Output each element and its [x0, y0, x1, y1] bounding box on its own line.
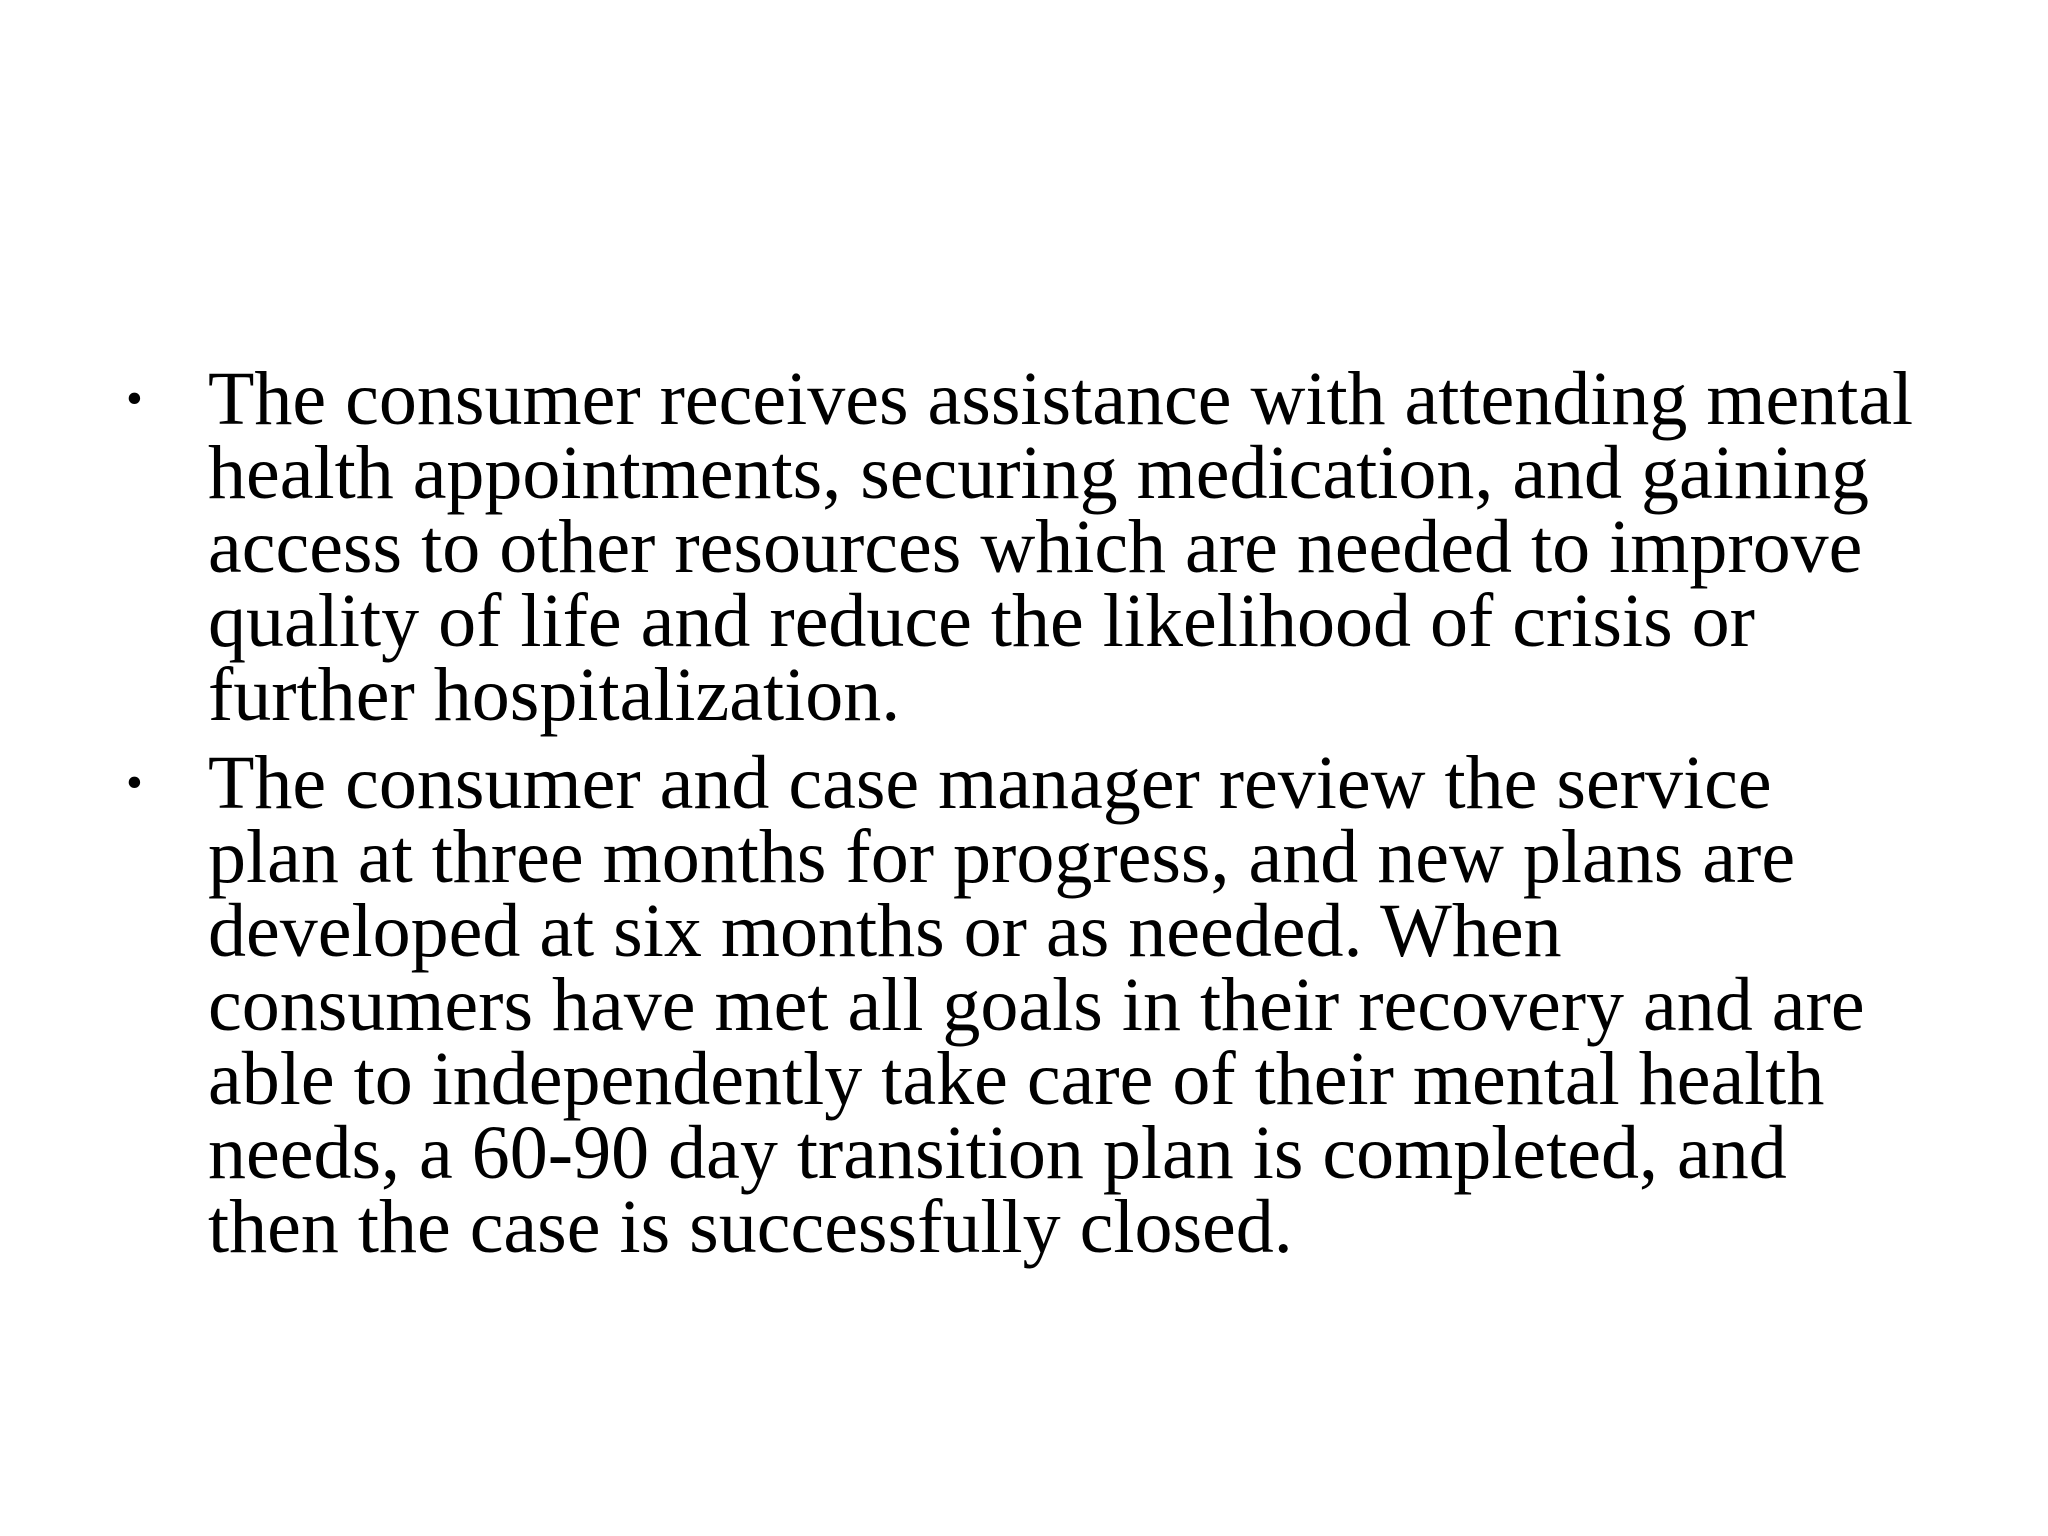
bullet-list [120, 357, 1960, 1278]
bullet-item [120, 741, 1960, 1269]
bullet-text: The consumer and case manager review the service plan at three months for progress, and new plans are developed at six months or as needed. When consumers have met all goals in their recovery and are able to independently take care of their mental health needs, a 60-90 day transition plan is completed, and then the case is successfully closed. [208, 741, 1865, 1269]
bullet-marker: • [126, 756, 143, 809]
bullet-item [120, 357, 1960, 737]
bullet-marker: • [126, 372, 143, 425]
bullet-text: The consumer receives assistance with attending mental health appointments, securing medication, and gaining access to other resources which are needed to improve quality of life and reduce the likelihood of crisis or further hospitalization. [208, 357, 1914, 737]
